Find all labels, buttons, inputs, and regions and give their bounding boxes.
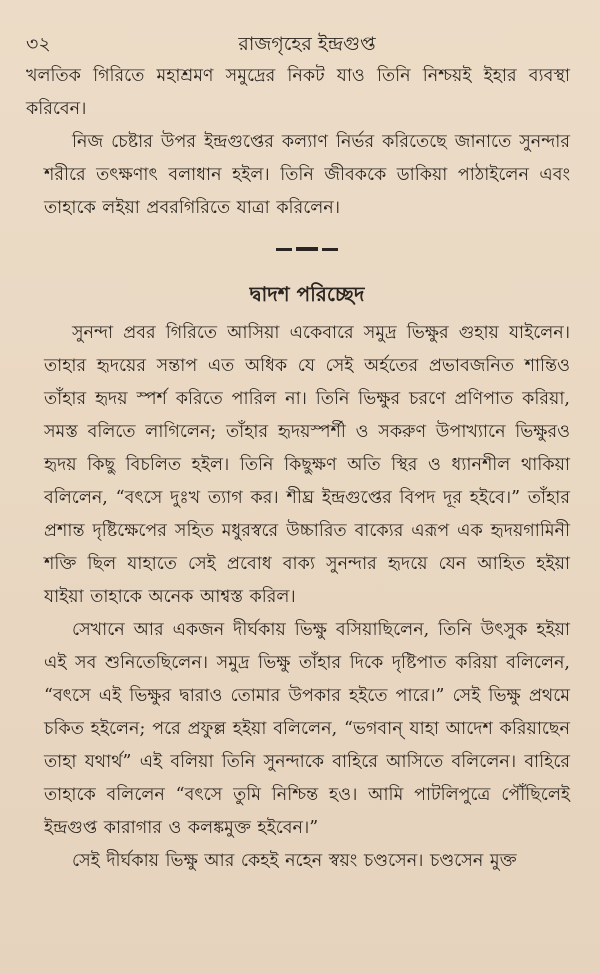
running-title: রাজগৃহের ইন্দ্রগুপ্ত <box>238 33 376 55</box>
page-header <box>26 26 570 60</box>
paragraph: সেই দীর্ঘকায় ভিক্ষু আর কেহই নহেন স্বয়ং চণ্ডসেন। চণ্ডসেন মুক্ত <box>72 851 517 871</box>
paragraph: নিজ চেষ্টার উপর ইন্দ্রগুপ্তের কল্যাণ নির্ভর করিতেছে জানাতে সুনন্দার শরীরে তৎক্ষণাৎ বলাধান হইল। তিনি জীবককে ডাকিয়া পাঠাইলেন এবং তাহাকে লইয়া প্রবরগিরিতে যাত্রা করিলেন। <box>44 132 570 218</box>
paragraph-continuation: খলতিক গিরিতে মহাশ্রমণ সমুদ্রের নিকট যাও তিনি নিশ্চয়ই ইহার ব্যবস্থা করিবেন। <box>26 66 570 119</box>
chapter-title: দ্বাদশ পরিচ্ছেদ <box>249 282 365 306</box>
section-divider <box>44 229 570 269</box>
page-number: ৩২ <box>26 33 51 55</box>
paragraph: সুনন্দা প্রবর গিরিতে আসিয়া একেবারে সমুদ্র ভিক্ষুর গুহায় যাইলেন। তাহার হৃদয়ের সন্তাপ এত অধিক যে সেই অর্হতের প্রভাবজনিত শান্তিও তাঁহার হৃদয় স্পর্শ করিতে পারিল না। তিনি ভিক্ষুর চরণে প্রণিপাত করিয়া, সমস্ত বলিতে লাগিলেন; তাঁহার হৃদয়স্পর্শী ও সকরুণ উপাখ্যানে ভিক্ষুরও হৃদয় কিছু বিচলিত হইল। তিনি কিছুক্ষণ অতি স্থির ও ধ্যানশীল থাকিয়া বলিলেন, “বৎসে দুঃখ ত্যাগ কর। শীঘ্র ইন্দ্রগুপ্তের বিপদ দূর হইবে।” তাঁহার প্রশান্ত দৃষ্টিক্ষেপের সহিত মধুরস্বরে উচ্চারিত বাক্যের এরূপ এক হৃদয়গামিনী শক্তি ছিল যাহাতে সেই প্রবোধ বাক্য সুনন্দার হৃদয়ে যেন আহিত হইয়া যাইয়া তাহাকে অনেক আশ্বস্ত করিল। <box>44 323 570 607</box>
paragraph: সেখানে আর একজন দীর্ঘকায় ভিক্ষু বসিয়াছিলেন, তিনি উৎসুক হইয়া এই সব শুনিতেছিলেন। সমুদ্র ভিক্ষু তাঁহার দিকে দৃষ্টিপাত করিয়া বলিলেন, “বৎসে এই ভিক্ষুর দ্বারাও তোমার উপকার হইতে পারে।” সেই ভিক্ষু প্রথমে চকিত হইলেন; পরে প্রফুল্ল হইয়া বলিলেন, “ভগবান্ যাহা আদেশ করিয়াছেন তাহা যথার্থ” এই বলিয়া তিনি সুনন্দাকে বাহিরে আসিতে বলিলেন। বাহিরে তাহাকে বলিলেন “বৎসে তুমি নিশ্চিন্ত হও। আমি পাটলিপুত্রে পৌঁছিলেই ইন্দ্রগুপ্ত কারাগার ও কলঙ্কমুক্ত হইবেন।” <box>44 620 570 838</box>
